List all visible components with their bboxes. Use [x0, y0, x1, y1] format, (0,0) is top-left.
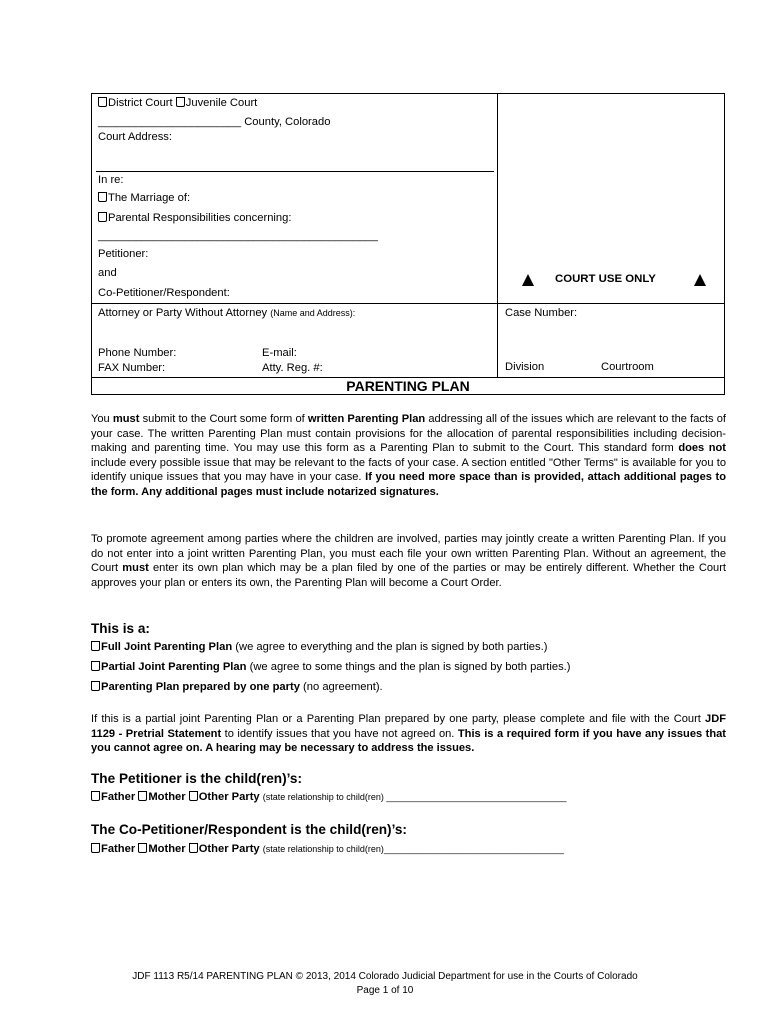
fax-label[interactable]: FAX Number:: [98, 362, 166, 374]
courtroom-label[interactable]: Courtroom: [601, 361, 654, 373]
pretrial-note: If this is a partial joint Parenting Plan or a Parenting Plan prepared by one party, please complete and file with the Court JDF 1129 - Pretrial Statement to identify issues that you have not agreed on. This is a required form if you have any issues that you cannot agree on. A hearing may be necessary to address the issues.: [91, 713, 726, 755]
petitioner-mother-checkbox[interactable]: [138, 791, 147, 801]
district-court-checkbox[interactable]: [98, 97, 107, 107]
and-label: and: [98, 267, 117, 279]
juvenile-court-label: Juvenile Court: [185, 97, 258, 109]
marriage-row: [98, 192, 190, 204]
case-number-label[interactable]: Case Number:: [505, 307, 578, 319]
plan-option-partial: Partial Joint Parenting Plan (we agree to some things and the plan is signed by both parties.): [91, 661, 571, 673]
in-re-label: In re:: [98, 174, 124, 186]
division-label[interactable]: Division: [505, 361, 545, 373]
atty-reg-label[interactable]: Atty. Reg. #:: [262, 362, 323, 374]
party-name-line[interactable]: _____________________________________________: [98, 230, 378, 242]
arrow-up-icon-right: [694, 274, 706, 289]
full-joint-checkbox[interactable]: [91, 641, 100, 651]
court-type-row: [98, 97, 257, 109]
juvenile-court-checkbox[interactable]: [176, 97, 185, 107]
attorney-label: Attorney or Party Without Attorney: [98, 307, 268, 319]
page-number: Page 1 of 10: [356, 985, 414, 996]
arrow-up-icon-left: [522, 274, 534, 289]
copetitioner-mother-checkbox[interactable]: [138, 843, 147, 853]
copetitioner-father-checkbox[interactable]: [91, 843, 100, 853]
attorney-note: (Name and Address):: [270, 308, 356, 318]
parental-label: Parental Responsibilities concerning:: [108, 212, 292, 224]
court-use-only-label: COURT USE ONLY: [555, 273, 656, 285]
petitioner-other-checkbox[interactable]: [189, 791, 198, 801]
petitioner-other-field[interactable]: (state relationship to child(ren) ____________________________________: [262, 792, 567, 802]
petitioner-label: Petitioner:: [98, 248, 149, 260]
county-line[interactable]: _______________________ County, Colorado: [98, 116, 331, 128]
copetitioner-other-field[interactable]: (state relationship to child(ren)____________________________________: [262, 844, 565, 854]
petitioner-relationship-row: Father Mother Other Party (state relationship to child(ren) ____________________________________: [91, 791, 567, 803]
court-address-label: Court Address:: [98, 131, 172, 143]
parental-row: [98, 212, 291, 224]
intro-paragraph-1: You must submit to the Court some form of written Parenting Plan addressing all of the issues which are relevant to the facts of your case. The written Parenting Plan must contain provisions for the allocation of parental responsibilities including decision-making and parenting time. You may use this form as a Parenting Plan to submit to the Court. This standard form does not include every possible issue that may be relevant to the facts of your case. A section entitled "Other Terms" is available for you to identify unique issues that you may have in your case. If you need more space than is provided, attach additional pages to the form. Any additional pages must include notarized signatures.: [91, 413, 726, 498]
petitioner-father-checkbox[interactable]: [91, 791, 100, 801]
marriage-checkbox[interactable]: [98, 192, 107, 202]
phone-label[interactable]: Phone Number:: [98, 347, 177, 359]
form-title: PARENTING PLAN: [346, 378, 470, 394]
marriage-label: The Marriage of:: [108, 192, 191, 204]
caption-divider: [497, 93, 498, 378]
caption-rule-parties: [96, 171, 494, 172]
footer-line: JDF 1113 R5/14 PARENTING PLAN © 2013, 2014 Colorado Judicial Department for use in the Courts of Colorado: [132, 971, 638, 982]
copetitioner-relationship-row: Father Mother Other Party (state relationship to child(ren)____________________________________: [91, 843, 564, 855]
plan-option-one-party: Parenting Plan prepared by one party (no agreement).: [91, 681, 383, 693]
email-label[interactable]: E-mail:: [262, 347, 297, 359]
attorney-row: [98, 307, 355, 319]
caption-rule-attorney: [91, 303, 725, 304]
district-court-label: District Court: [108, 97, 173, 109]
caption-box: [91, 93, 725, 395]
petitioner-relationship-heading: The Petitioner is the child(ren)’s:: [91, 771, 302, 786]
plan-type-heading: This is a:: [91, 621, 150, 636]
parental-checkbox[interactable]: [98, 212, 107, 222]
plan-option-full: Full Joint Parenting Plan (we agree to everything and the plan is signed by both parties.): [91, 641, 547, 653]
co-petitioner-label: Co-Petitioner/Respondent:: [98, 287, 230, 299]
copetitioner-relationship-heading: The Co-Petitioner/Respondent is the child(ren)’s:: [91, 822, 407, 837]
one-party-checkbox[interactable]: [91, 681, 100, 691]
copetitioner-other-checkbox[interactable]: [189, 843, 198, 853]
intro-paragraph-2: To promote agreement among parties where the children are involved, parties may jointly create a written Parenting Plan. If you do not enter into a joint written Parenting Plan, you must each file your own written Parenting Plan. Without an agreement, the Court must enter its own plan which may be a plan filed by one of the parties or may be entirely different. Whether the Court approves your plan or enters its own, the Parenting Plan will become a Court Order.: [91, 533, 726, 589]
partial-joint-checkbox[interactable]: [91, 661, 100, 671]
